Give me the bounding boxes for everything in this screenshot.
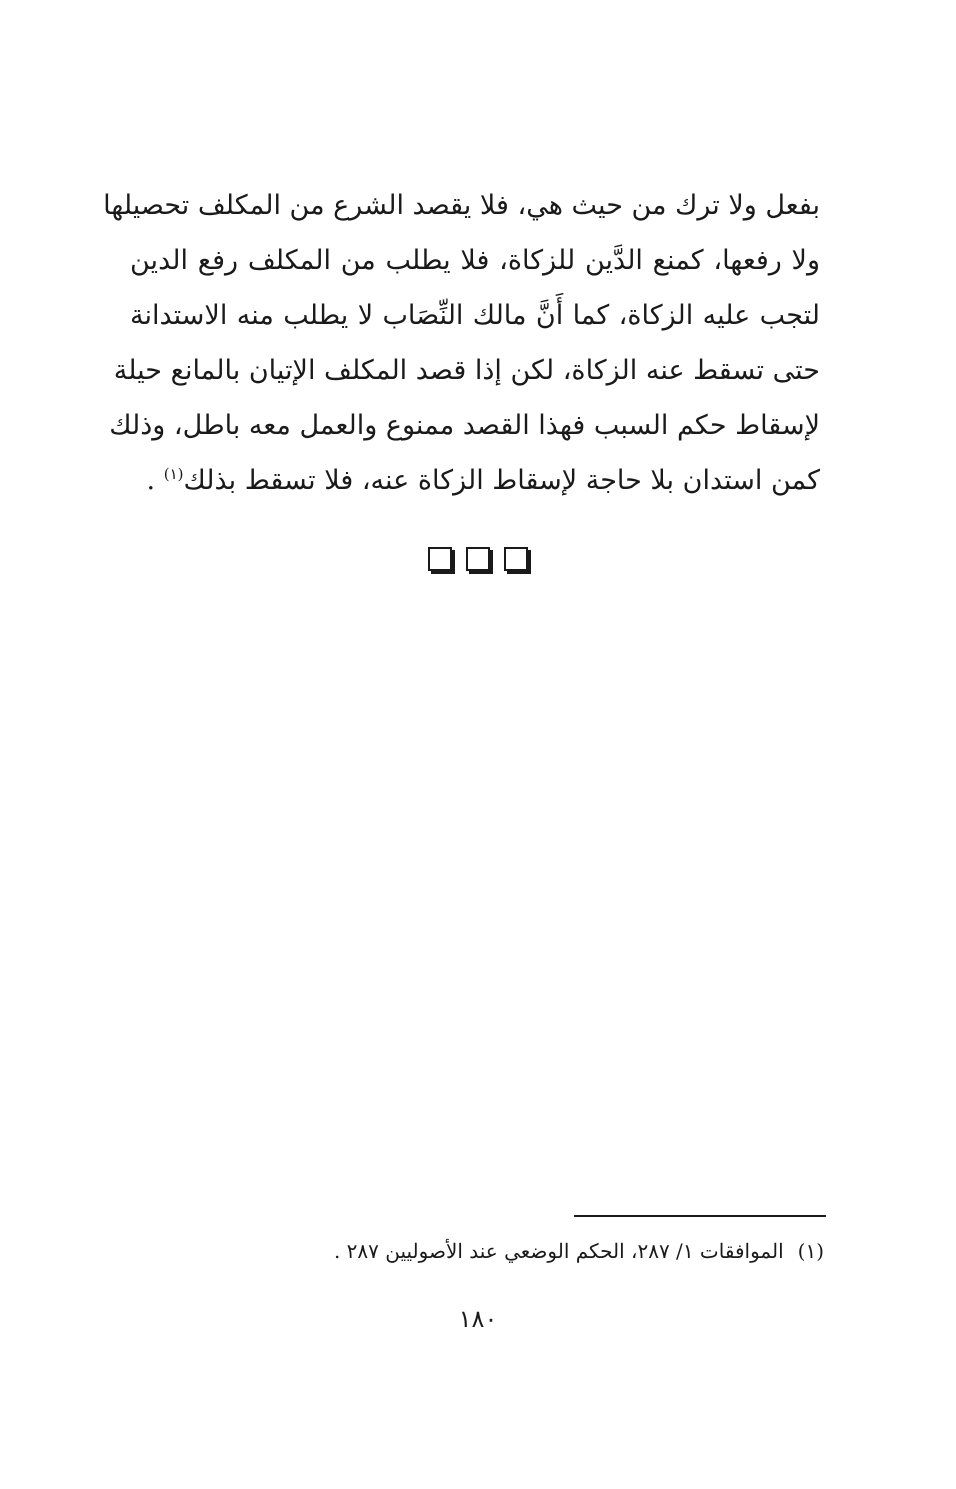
- text-line-2: ولا رفعها، كمنع الدَّين للزكاة، فلا يطلب من المكلف رفع الدين: [130, 245, 820, 276]
- footnote-number: (١): [797, 1239, 824, 1263]
- separator-square-icon: [504, 547, 528, 571]
- text-line-4: حتى تسقط عنه الزكاة، لكن إذا قصد المكلف الإتيان بالمانع حيلة: [113, 355, 820, 386]
- footnote-divider: [574, 1215, 826, 1217]
- footnote-reference[interactable]: (١): [163, 465, 184, 483]
- separator-square-icon: [466, 547, 490, 571]
- final-period: .: [146, 465, 164, 496]
- text-line-3: لتجب عليه الزكاة، كما أَنَّ مالك النِّصَاب لا يطلب منه الاستدانة: [130, 300, 820, 331]
- main-paragraph: [103, 178, 820, 508]
- footnote: [134, 1236, 824, 1266]
- text-line-5: لإسقاط حكم السبب فهذا القصد ممنوع والعمل معه باطل، وذلك: [109, 410, 820, 441]
- text-line-1: بفعل ولا ترك من حيث هي، فلا يقصد الشرع من المكلف تحصيلها: [103, 190, 820, 221]
- footnote-text: الموافقات ١/ ٢٨٧، الحكم الوضعي عند الأصوليين ٢٨٧ .: [333, 1239, 784, 1263]
- page-number: ١٨٠: [458, 1305, 498, 1333]
- section-separator: [0, 547, 956, 571]
- text-line-6-wrapper: [130, 453, 820, 508]
- separator-square-icon: [428, 547, 452, 571]
- text-line-6: كمن استدان بلا حاجة لإسقاط الزكاة عنه، فلا تسقط بذلك: [183, 465, 820, 496]
